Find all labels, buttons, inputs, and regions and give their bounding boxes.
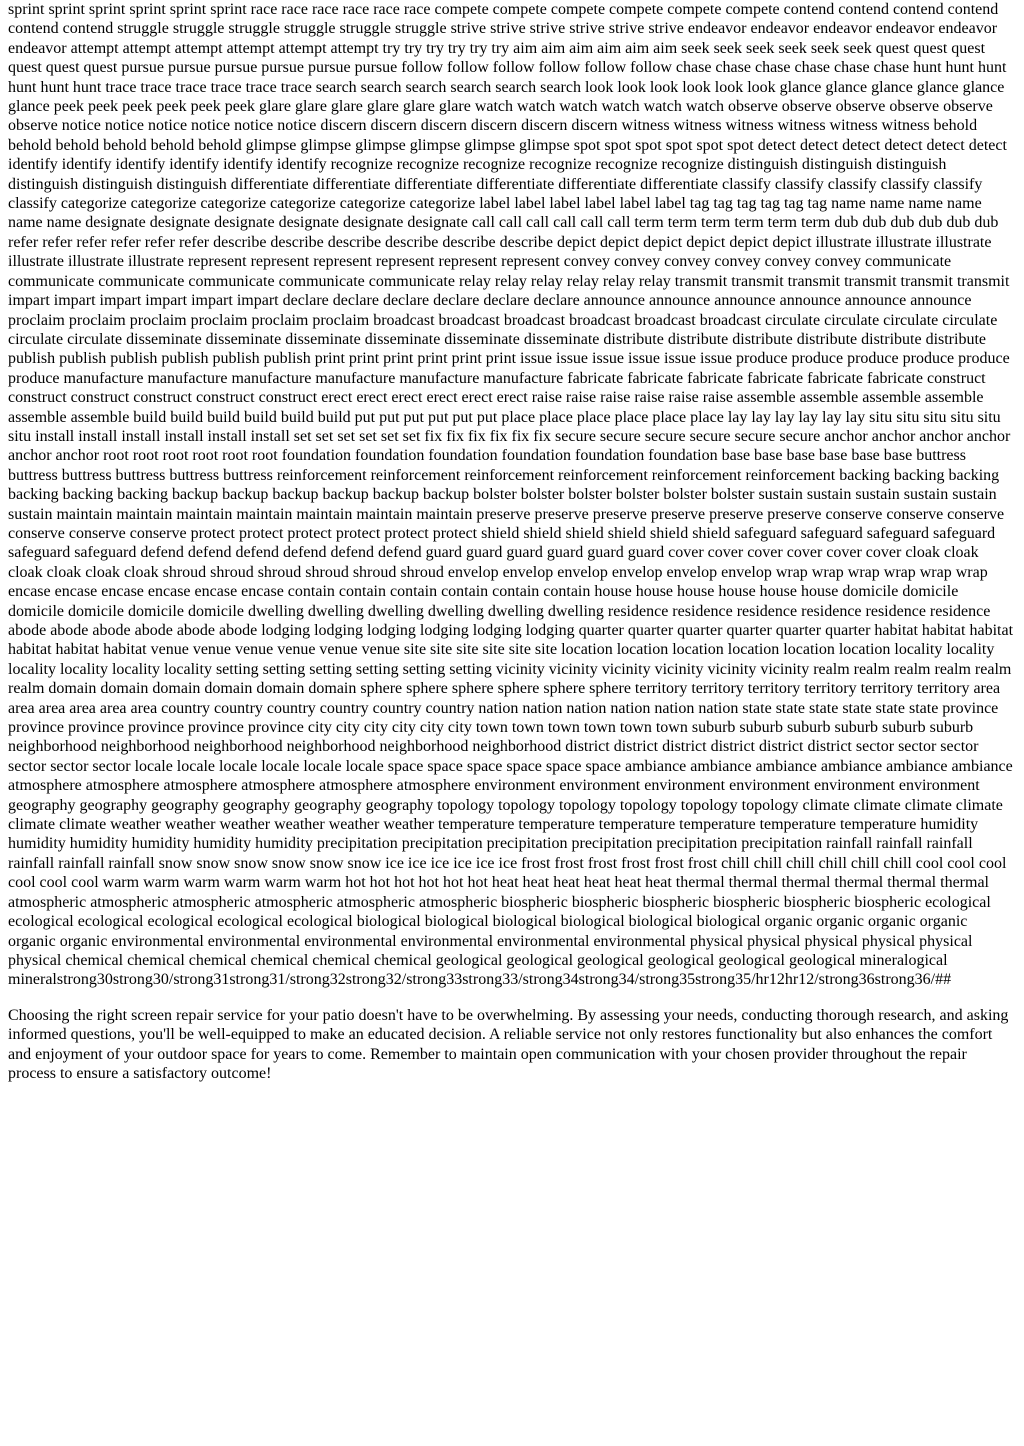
document-body — [8, 0, 1016, 1083]
word-list-paragraph: sprint sprint sprint sprint sprint sprint race race race race race race compete compete compete compete compete compete contend contend contend contend contend contend struggle struggle struggle struggle struggle struggle strive strive strive strive strive strive endeavor endeavor endeavor endeavor endeavor endeavor attempt attempt attempt attempt attempt attempt try try try try try try aim aim aim aim aim aim seek seek seek seek seek seek quest quest quest quest quest quest pursue pursue pursue pursue pursue pursue follow follow follow follow follow follow chase chase chase chase chase chase hunt hunt hunt hunt hunt hunt trace trace trace trace trace trace search search search search search search look look look look look look glance glance glance glance glance glance peek peek peek peek peek peek glare glare glare glare glare glare watch watch watch watch watch watch observe observe observe observe observe observe notice notice notice notice notice notice discern discern discern discern discern discern witness witness witness witness witness witness behold behold behold behold behold behold glimpse glimpse glimpse glimpse glimpse glimpse spot spot spot spot spot spot detect detect detect detect detect detect identify identify identify identify identify identify recognize recognize recognize recognize recognize recognize distinguish distinguish distinguish distinguish distinguish distinguish differentiate differentiate differentiate differentiate differentiate differentiate classify classify classify classify classify classify categorize categorize categorize categorize categorize categorize label label label label label label tag tag tag tag tag tag name name name name name name designate designate designate designate designate designate call call call call call call term term term term term term dub dub dub dub dub dub refer refer refer refer refer refer describe describe describe describe describe describe depict depict depict depict depict depict illustrate illustrate illustrate illustrate illustrate illustrate represent represent represent represent represent represent convey convey convey convey convey convey communicate communicate communicate communicate communicate communicate relay relay relay relay relay relay transmit transmit transmit transmit transmit transmit impart impart impart impart impart impart declare declare declare declare declare declare announce announce announce announce announce announce proclaim proclaim proclaim proclaim proclaim proclaim broadcast broadcast broadcast broadcast broadcast broadcast circulate circulate circulate circulate circulate circulate disseminate disseminate disseminate disseminate disseminate disseminate distribute distribute distribute distribute distribute distribute publish publish publish publish publish publish print print print print print print issue issue issue issue issue issue produce produce produce produce produce produce manufacture manufacture manufacture manufacture manufacture manufacture fabricate fabricate fabricate fabricate fabricate fabricate construct construct construct construct construct construct erect erect erect erect erect erect raise raise raise raise raise raise assemble assemble assemble assemble assemble assemble build build build build build build put put put put put put place place place place place place lay lay lay lay lay lay situ situ situ situ situ situ install install install install install install set set set set set set fix fix fix fix fix fix secure secure secure secure secure secure anchor anchor anchor anchor anchor anchor root root root root root root foundation foundation foundation foundation foundation foundation base base base base base base buttress buttress buttress buttress buttress buttress reinforcement reinforcement reinforcement reinforcement reinforcement reinforcement backing backing backing backing backing backing backup backup backup backup backup backup bolster bolster bolster bolster bolster bolster sustain sustain sustain sustain sustain sustain maintain maintain maintain maintain maintain maintain maintain preserve preserve preserve preserve preserve preserve conserve conserve conserve conserve conserve conserve protect protect protect protect protect protect shield shield shield shield shield shield safeguard safeguard safeguard safeguard safeguard safeguard defend defend defend defend defend defend guard guard guard guard guard guard cover cover cover cover cover cover cloak cloak cloak cloak cloak cloak shroud shroud shroud shroud shroud shroud envelop envelop envelop envelop envelop envelop wrap wrap wrap wrap wrap wrap encase encase encase encase encase encase contain contain contain contain contain contain house house house house house house domicile domicile domicile domicile domicile domicile dwelling dwelling dwelling dwelling dwelling dwelling residence residence residence residence residence residence abode abode abode abode abode abode lodging lodging lodging lodging lodging lodging quarter quarter quarter quarter quarter quarter habitat habitat habitat habitat habitat habitat venue venue venue venue venue venue site site site site site site location location location location location location locality locality locality locality locality locality setting setting setting setting setting setting vicinity vicinity vicinity vicinity vicinity vicinity realm realm realm realm realm realm domain domain domain domain domain domain sphere sphere sphere sphere sphere sphere territory territory territory territory territory territory area area area area area area country country country country country country nation nation nation nation nation nation state state state state state state province province province province province province city city city city city city town town town town town town suburb suburb suburb suburb suburb suburb neighborhood neighborhood neighborhood neighborhood neighborhood neighborhood district district district district district district sector sector sector sector sector sector locale locale locale locale locale locale space space space space space space ambiance ambiance ambiance ambiance ambiance ambiance atmosphere atmosphere atmosphere atmosphere atmosphere atmosphere environment environment environment environment environment environment geography geography geography geography geography geography topology topology topology topology topology topology climate climate climate climate climate climate weather weather weather weather weather weather temperature temperature temperature temperature temperature temperature humidity humidity humidity humidity humidity humidity precipitation precipitation precipitation precipitation precipitation precipitation rainfall rainfall rainfall rainfall rainfall rainfall snow snow snow snow snow snow ice ice ice ice ice ice frost frost frost frost frost frost chill chill chill chill chill chill cool cool cool cool cool cool warm warm warm warm warm warm hot hot hot hot hot hot heat heat heat heat heat heat thermal thermal thermal thermal thermal thermal atmospheric atmospheric atmospheric atmospheric atmospheric atmospheric biospheric biospheric biospheric biospheric biospheric biospheric ecological ecological ecological ecological ecological ecological biological biological biological biological biological biological organic organic organic organic organic organic environmental environmental environmental environmental environmental environmental physical physical physical physical physical physical chemical chemical chemical chemical chemical chemical geological geological geological geological geological geological mineralogical mineralstrong30strong30/strong31strong31/strong32strong32/strong33strong33/strong34strong34/strong35strong35/hr12hr12/strong36strong36/## — [8, 1, 1014, 989]
conclusion-paragraph: Choosing the right screen repair service for your patio doesn't have to be overwhelming. By assessing your needs, conducting thorough research, and asking informed questions, you'll be well-equipped to make an educated decision. A reliable service not only restores functionality but also enhances the comfort and enjoyment of your outdoor space for years to come. Remember to maintain open communication with your chosen provider throughout the repair process to ensure a satisfactory outcome! — [8, 1006, 1009, 1082]
